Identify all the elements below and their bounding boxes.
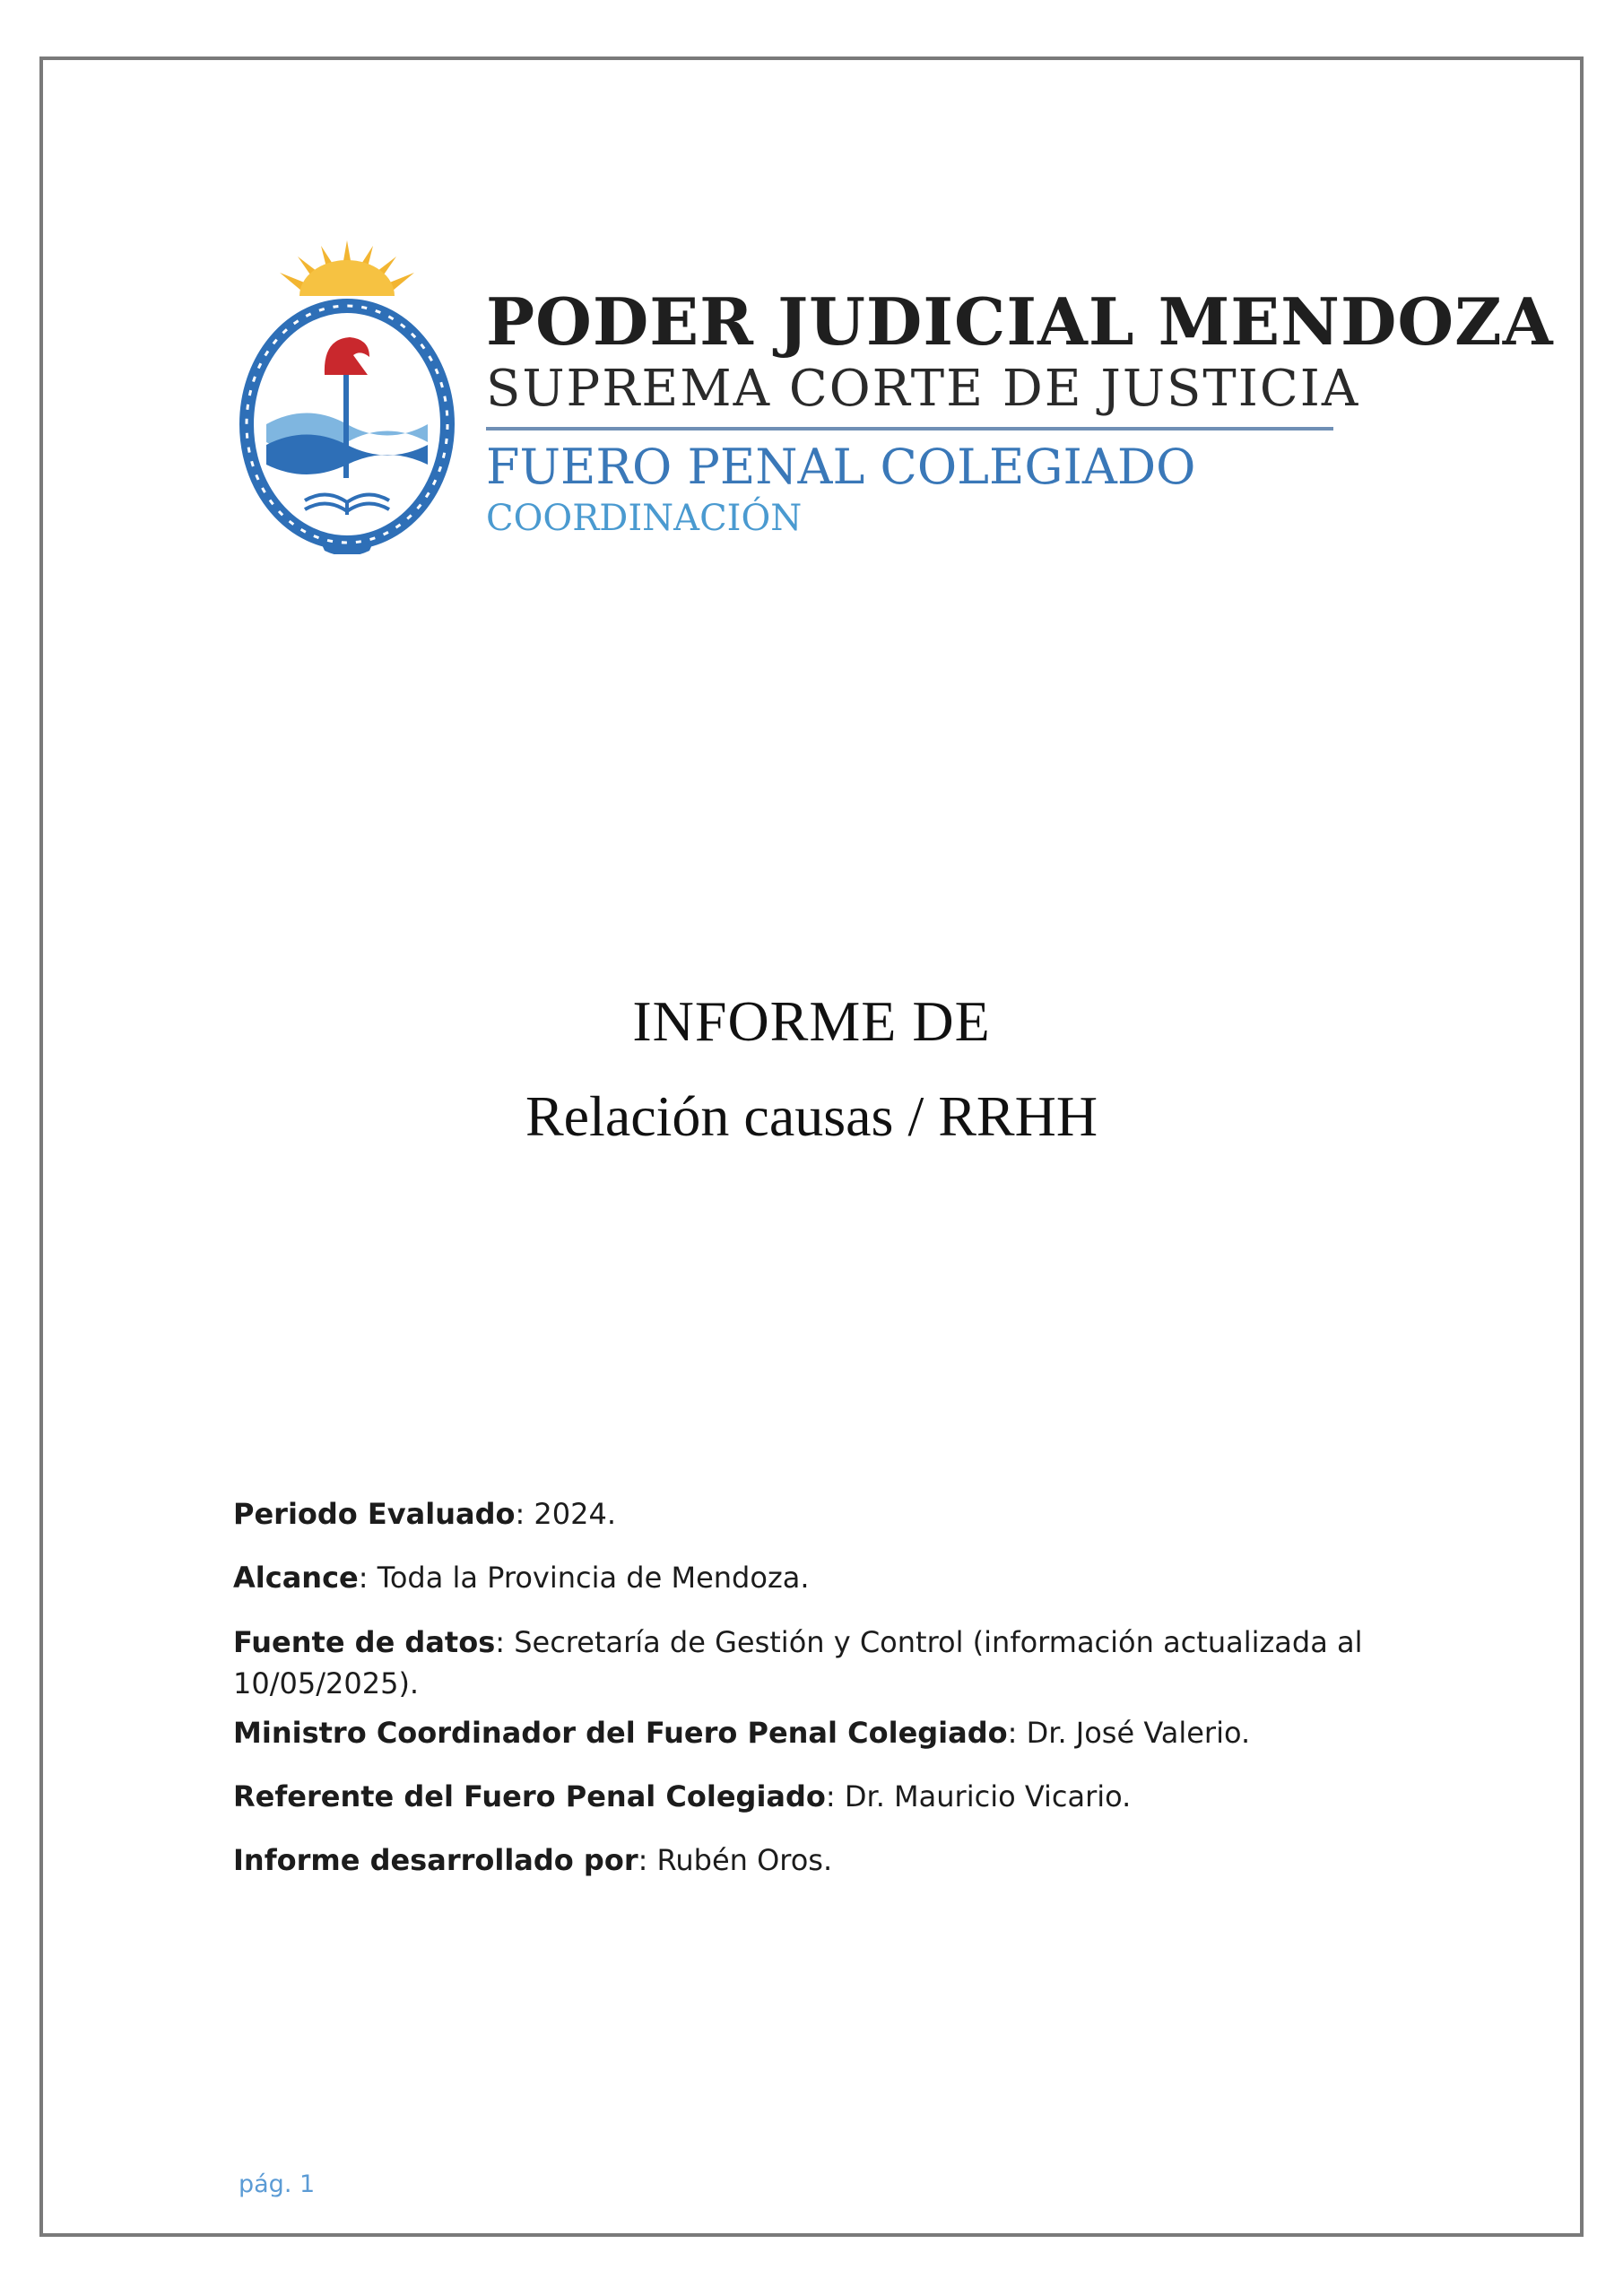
meta-alcance: [233, 1557, 1399, 1598]
coat-of-arms-emblem: [235, 240, 459, 554]
meta-desarrollado-value: : Rubén Oros.: [638, 1843, 833, 1878]
logo-fuero-penal: FUERO PENAL COLEGIADO: [486, 439, 1196, 495]
meta-periodo: [233, 1493, 1399, 1535]
logo-divider: [486, 427, 1333, 430]
institution-logo: [235, 240, 1554, 554]
meta-ministro-label: Ministro Coordinador del Fuero Penal Colegiado: [233, 1715, 1008, 1750]
report-title-line-1: INFORME DE: [632, 989, 991, 1053]
meta-fuente: [233, 1622, 1399, 1705]
meta-desarrollado-label: Informe desarrollado por: [233, 1843, 638, 1878]
sun-icon: [299, 260, 395, 296]
report-metadata: [233, 1493, 1399, 1904]
logo-subtitle-suprema-corte: SUPREMA CORTE DE JUSTICIA: [486, 360, 1360, 418]
meta-ministro: [233, 1712, 1399, 1753]
meta-desarrollado: [233, 1839, 1399, 1881]
meta-fuente-value: : Secretaría de Gestión y Control (información actualizada al 10/05/2025).: [233, 1624, 1363, 1701]
meta-ministro-value: : Dr. José Valerio.: [1007, 1715, 1251, 1750]
meta-fuente-label: Fuente de datos: [233, 1624, 496, 1659]
meta-alcance-value: : Toda la Provincia de Mendoza.: [358, 1561, 810, 1596]
logo-title-poder-judicial: PODER JUDICIAL MENDOZA: [486, 283, 1554, 360]
meta-referente-value: : Dr. Mauricio Vicario.: [825, 1779, 1132, 1813]
meta-periodo-value: : 2024.: [515, 1497, 617, 1531]
meta-referente-label: Referente del Fuero Penal Colegiado: [233, 1779, 826, 1813]
meta-alcance-label: Alcance: [233, 1561, 359, 1596]
report-title-line-2: Relación causas / RRHH: [525, 1084, 1098, 1148]
meta-periodo-label: Periodo Evaluado: [233, 1497, 516, 1531]
meta-referente: [233, 1776, 1399, 1817]
page-number: pág. 1: [239, 2170, 316, 2198]
logo-coordinacion: COORDINACIÓN: [486, 498, 803, 539]
